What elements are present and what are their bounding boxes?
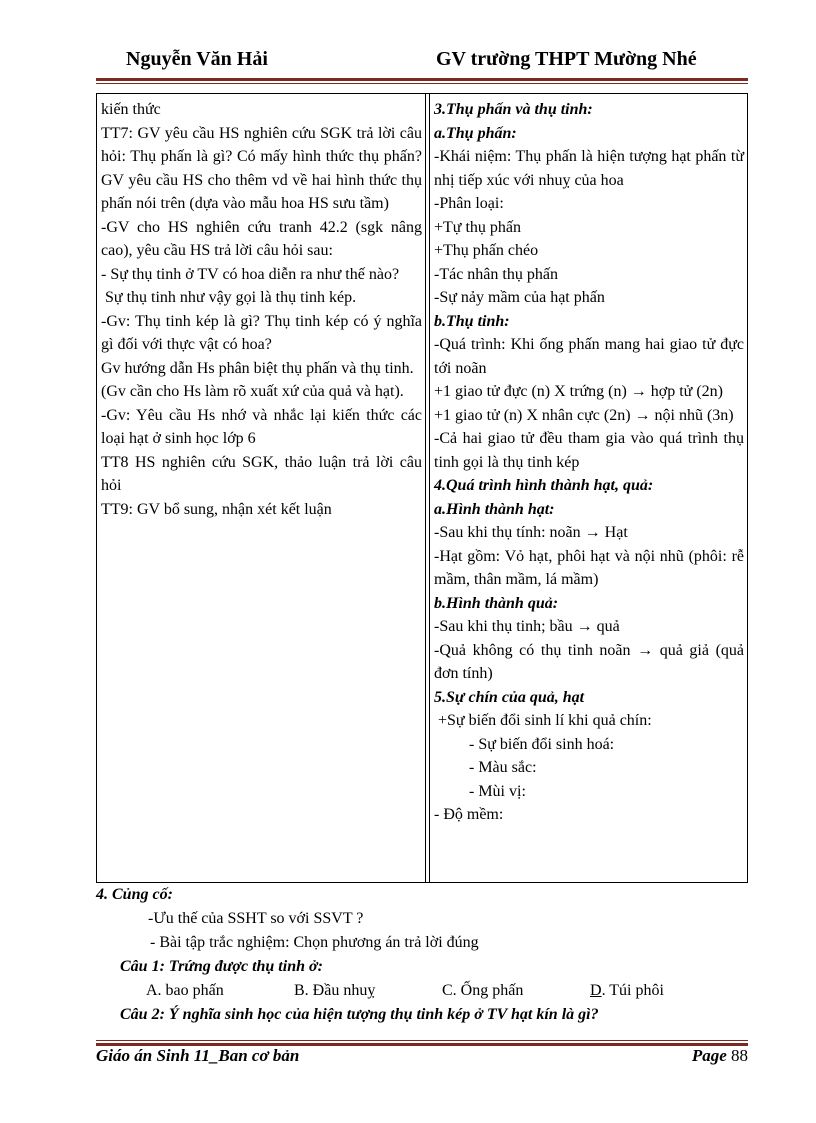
footer-rule-thin	[96, 1040, 748, 1041]
page-header	[0, 48, 816, 78]
content-line: -Cả hai giao tử đều tham gia vào quá trình thụ tinh gọi là thụ tinh kép	[434, 430, 744, 471]
content-column	[429, 94, 747, 882]
content-line: +1 giao tử đực (n) X trứng (n) → hợp tử (2n)	[434, 383, 724, 400]
subsection-heading: b.Thụ tinh:	[434, 312, 510, 330]
left-line: kiến thức	[101, 101, 161, 118]
left-line: TT7: GV yêu cầu HS nghiên cứu SGK trả lời câu hỏi: Thụ phấn là gì? Có mấy hình thức thụ phấn? GV yêu cầu HS cho thêm vd về hai hình thức thụ phấn nói trên (dựa vào mẫu hoa HS sưu tầm)	[101, 124, 422, 212]
left-line: TT9: GV bổ sung, nhận xét kết luận	[101, 500, 332, 518]
teacher-activity-column	[97, 94, 426, 882]
content-line: +Thụ phấn chéo	[434, 242, 539, 259]
content-line: - Màu sắc:	[469, 759, 537, 776]
option-d-letter: D	[590, 982, 602, 999]
page-label: Page	[691, 1046, 727, 1065]
content-line: +Tự thụ phấn	[434, 218, 522, 236]
content-line: -Sau khi thụ tinh; bầu → quả	[434, 618, 620, 635]
content-line: -Sự nảy mầm của hạt phấn	[434, 289, 605, 306]
option-a: A. bao phấn	[146, 982, 224, 999]
option-d	[590, 979, 664, 1003]
lesson-table	[96, 93, 748, 883]
page-number: 88	[731, 1046, 748, 1065]
section-heading: 3.Thụ phấn và thụ tinh:	[434, 101, 593, 118]
header-rule-thin	[96, 83, 748, 84]
content-line: -Hạt gồm: Vỏ hạt, phôi hạt và nội nhũ (phôi: rễ mầm, thân mầm, lá mầm)	[434, 547, 744, 588]
consolidation-line: - Bài tập trắc nghiệm: Chọn phương án trả lời đúng	[150, 934, 479, 951]
question-2: Câu 2: Ý nghĩa sinh học của hiện tượng thụ tinh kép ở TV hạt kín là gì?	[120, 1006, 599, 1023]
content-line: - Sự biến đổi sinh hoá:	[469, 735, 615, 753]
question-1: Câu 1: Trứng được thụ tinh ở:	[120, 958, 323, 975]
content-line: -Khái niệm: Thụ phấn là hiện tượng hạt phấn từ nhị tiếp xúc với nhuỵ của hoa	[434, 148, 744, 189]
content-line: - Độ mềm:	[434, 806, 504, 823]
footer-title: Giáo án Sinh 11_Ban cơ bản	[96, 1046, 300, 1065]
author-name: Nguyễn Văn Hải	[126, 48, 268, 70]
content-line: +Sự biến đổi sinh lí khi quả chín:	[438, 712, 652, 729]
content-line: -Phân loại:	[434, 195, 504, 212]
content-line: -Tác nhân thụ phấn	[434, 265, 558, 283]
header-rule-thick	[96, 78, 748, 81]
question-1-options	[96, 979, 748, 1003]
option-c: C. Ống phấn	[442, 982, 524, 999]
section-heading: 4.Quá trình hình thành hạt, quả:	[434, 477, 654, 494]
subsection-heading: a.Hình thành hạt:	[434, 500, 555, 518]
left-line: TT8 HS nghiên cứu SGK, thảo luận trả lời câu hỏi	[101, 453, 422, 494]
left-line: -Gv: Thụ tinh kép là gì? Thụ tinh kép có ý nghĩa gì đối với thực vật có hoa?	[101, 312, 422, 353]
section-heading: 5.Sự chín của quả, hạt	[434, 688, 585, 706]
left-line: (Gv cần cho Hs làm rõ xuất xứ của quả và hạt).	[101, 383, 404, 400]
subsection-heading: a.Thụ phấn:	[434, 124, 517, 142]
school-name: GV trường THPT Mường Nhé	[436, 48, 697, 70]
left-line: -Gv: Yêu cầu Hs nhớ và nhắc lại kiến thức các loại hạt ở sinh học lớp 6	[101, 406, 422, 447]
left-line: -GV cho HS nghiên cứu tranh 42.2 (sgk nâng cao), yêu cầu HS trả lời câu hỏi sau:	[101, 218, 422, 259]
content-line: -Quả không có thụ tinh noãn → quả giả (quả đơn tính)	[434, 641, 744, 682]
consolidation-line: -Ưu thế của SSHT so với SSVT ?	[148, 910, 364, 927]
content-line: -Quá trình: Khi ống phấn mang hai giao tử đực tới noãn	[434, 336, 744, 377]
content-line: - Mùi vị:	[469, 782, 526, 800]
page-footer	[96, 1046, 748, 1066]
consolidation-title: 4. Củng cố:	[96, 886, 173, 903]
consolidation-section	[96, 883, 748, 1027]
left-line: Gv hướng dẫn Hs phân biệt thụ phấn và thụ tinh.	[101, 359, 414, 377]
content-line: -Sau khi thụ tính: noãn → Hạt	[434, 524, 628, 541]
left-line: - Sự thụ tinh ở TV có hoa diễn ra như thế nào?	[101, 265, 400, 283]
page-indicator	[692, 1046, 748, 1066]
left-line: Sự thụ tinh như vậy gọi là thụ tinh kép.	[101, 289, 357, 306]
option-d-text: . Túi phôi	[601, 982, 664, 999]
content-line: +1 giao tử (n) X nhân cực (2n) → nội nhũ (3n)	[434, 406, 734, 424]
option-b: B. Đầu nhuỵ	[294, 982, 376, 999]
subsection-heading: b.Hình thành quả:	[434, 594, 559, 612]
